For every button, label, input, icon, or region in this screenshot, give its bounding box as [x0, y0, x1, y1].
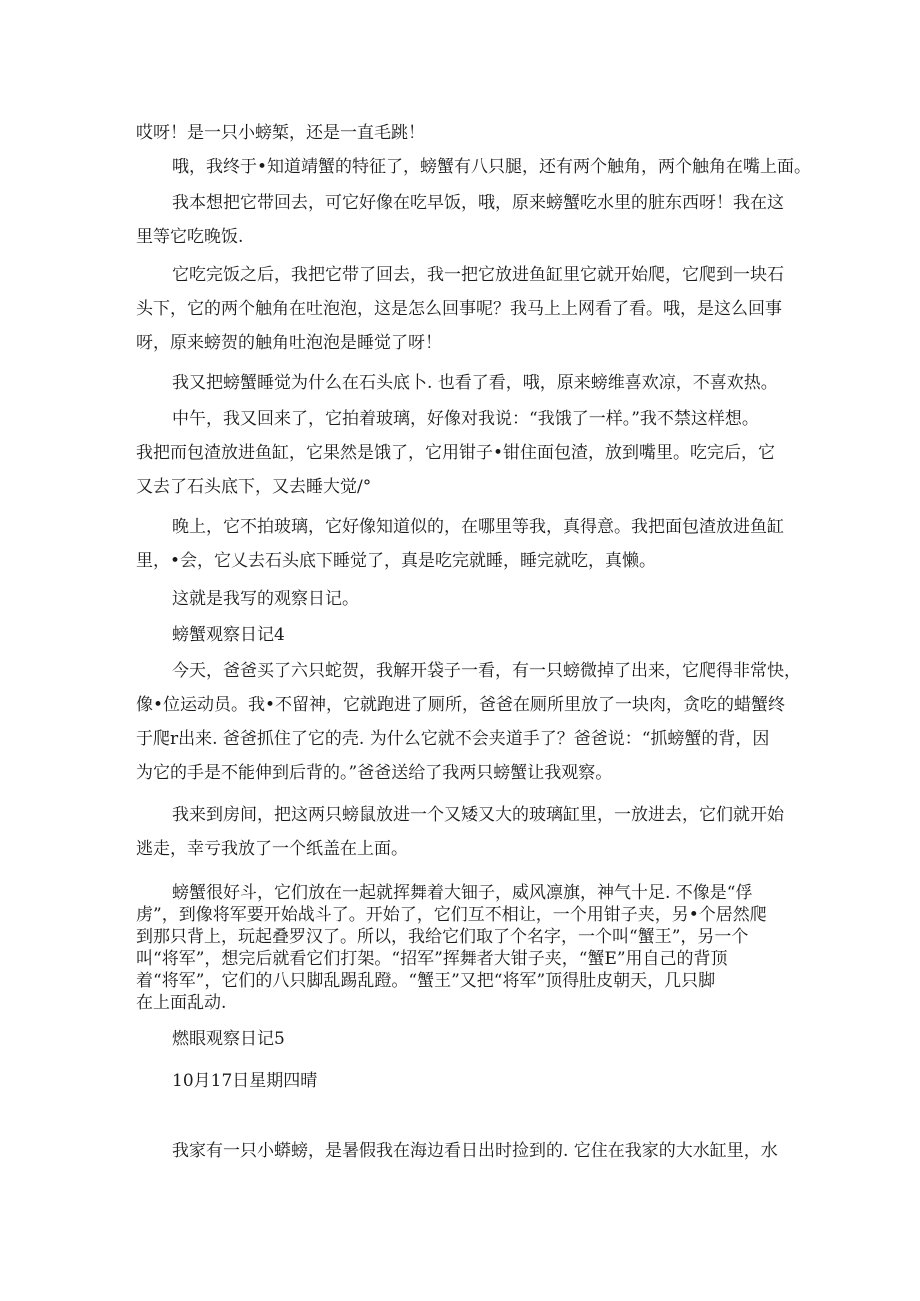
text-line: 晚上，它不拍玻璃，它好像知道似的，在哪里等我，真得意。我把面包渣放进鱼缸 [172, 517, 784, 537]
paragraph [172, 366, 780, 400]
text-line: 又去了石头底下，又去睡大觉/° [136, 477, 372, 497]
paragraph [136, 882, 780, 1014]
text-line: 哦，我终于•知道靖蟹的特征了，螃蟹有八只腿，还有两个触角，两个触角在嘴上面。 [172, 157, 812, 177]
section-heading [172, 618, 780, 652]
section-heading [172, 1022, 780, 1056]
text-line: 我又把螃蟹睡觉为什么在石头底卜. 也看了看，哦，原来螃维喜欢凉，不喜欢热。 [172, 373, 778, 393]
text-line: 为它的手是不能伸到后背的。”爸爸送给了我两只螃蟹让我观察。 [136, 763, 613, 783]
text-line: 着“将军”，它们的八只脚乱踢乱蹬。“蟹王”又把“将军”顶得肚皮朝天，几只脚 [136, 971, 716, 991]
text-line: 我来到房间，把这两只螃鼠放进一个又矮又大的玻璃缸里，一放进去，它们就开始 [172, 805, 784, 825]
text-line: 螃蟹很好斗，它们放在一起就挥舞着大钿子，威风凛旗，神气十足. 不像是“俘 [172, 883, 753, 903]
date-line [172, 1064, 780, 1098]
paragraph [172, 1134, 780, 1168]
paragraph [136, 510, 784, 578]
text-line: 它吃完饭之后，我把它带了回去，我一把它放进鱼缸里它就开始爬，它爬到一块石 [172, 265, 784, 285]
text-line: 我家有一只小蟒螃，是暑假我在海边看日出时捡到的. 它住在我家的大水缸里，水 [172, 1141, 778, 1161]
date-text: 10月17日星期四晴 [172, 1071, 318, 1091]
text-line: 中午，我又回来了，它拍着玻璃，好像对我说：“我饿了一样。”我不禁这样想。 [172, 409, 759, 429]
text-line: 哎呀！是一只小螃椠，还是一直毛跳！ [136, 123, 425, 143]
paragraph [172, 582, 780, 616]
text-line: 逃走，幸亏我放了一个纸盖在上面。 [136, 839, 408, 859]
heading-text: 燃眼观察日记5 [172, 1029, 285, 1049]
paragraph [172, 150, 812, 184]
text-line: 像•位运动员。我•不留神，它就跑进了厕所，爸爸在厕所里放了一块肉，贪吃的蜡蟹终 [136, 695, 786, 715]
text-line: 里，•会，它乂去石头底下睡觉了，真是吃完就睡，睡完就吃，真懒。 [136, 551, 657, 571]
paragraph [136, 402, 780, 504]
text-line: 在上面乱动. [136, 993, 227, 1013]
text-line: 呀，原来螃贺的触角吐泡泡是睡觉了呀！ [136, 333, 442, 353]
text-line: 虏”，到像将军要开始战斗了。开始了，它们互不相让，一个用钳子夹，另•个居然爬 [136, 905, 767, 925]
paragraph [136, 186, 784, 254]
paragraph [136, 654, 801, 790]
text-line: 头下，它的两个触角在吐泡泡，这是怎么回事呢？我马上上网看了看。哦，是这么回事 [136, 299, 782, 319]
text-line: 今天，爸爸买了六只蛇贺，我解开袋子一看，有一只螃微掉了出来，它爬得非常快， [172, 661, 801, 681]
text-line: 到那只背上，玩起叠罗汉了。所以，我给它们取了个名字，一个叫“蟹王”，另一个 [136, 927, 749, 947]
paragraph [136, 258, 784, 360]
text-line: 里等它吃晚饭. [136, 227, 244, 247]
paragraph [136, 116, 780, 150]
text-line: 于爬r出来. 爸爸抓住了它的壳. 为什么它就不会夹道手了？爸爸说：“抓螃蟹的背，因 [136, 729, 770, 749]
heading-text: 螃蟹观察日记4 [172, 625, 285, 645]
text-line: 我把而包渣放进鱼缸，它果然是饿了，它用钳子•钳住面包渣，放到嘴里。吃完后，它 [136, 443, 776, 463]
text-line: 我本想把它带回去，可它好像在吃早饭，哦，原来螃蟹吃水里的脏东西呀！我在这 [172, 193, 784, 213]
text-line: 叫“将军”，想完后就看它们打架。“招军”挥舞者大钳子夹，“蟹E”用自己的背顶 [136, 949, 728, 969]
text-line: 这就是我写的观察日记。 [172, 589, 359, 609]
paragraph [136, 798, 784, 866]
